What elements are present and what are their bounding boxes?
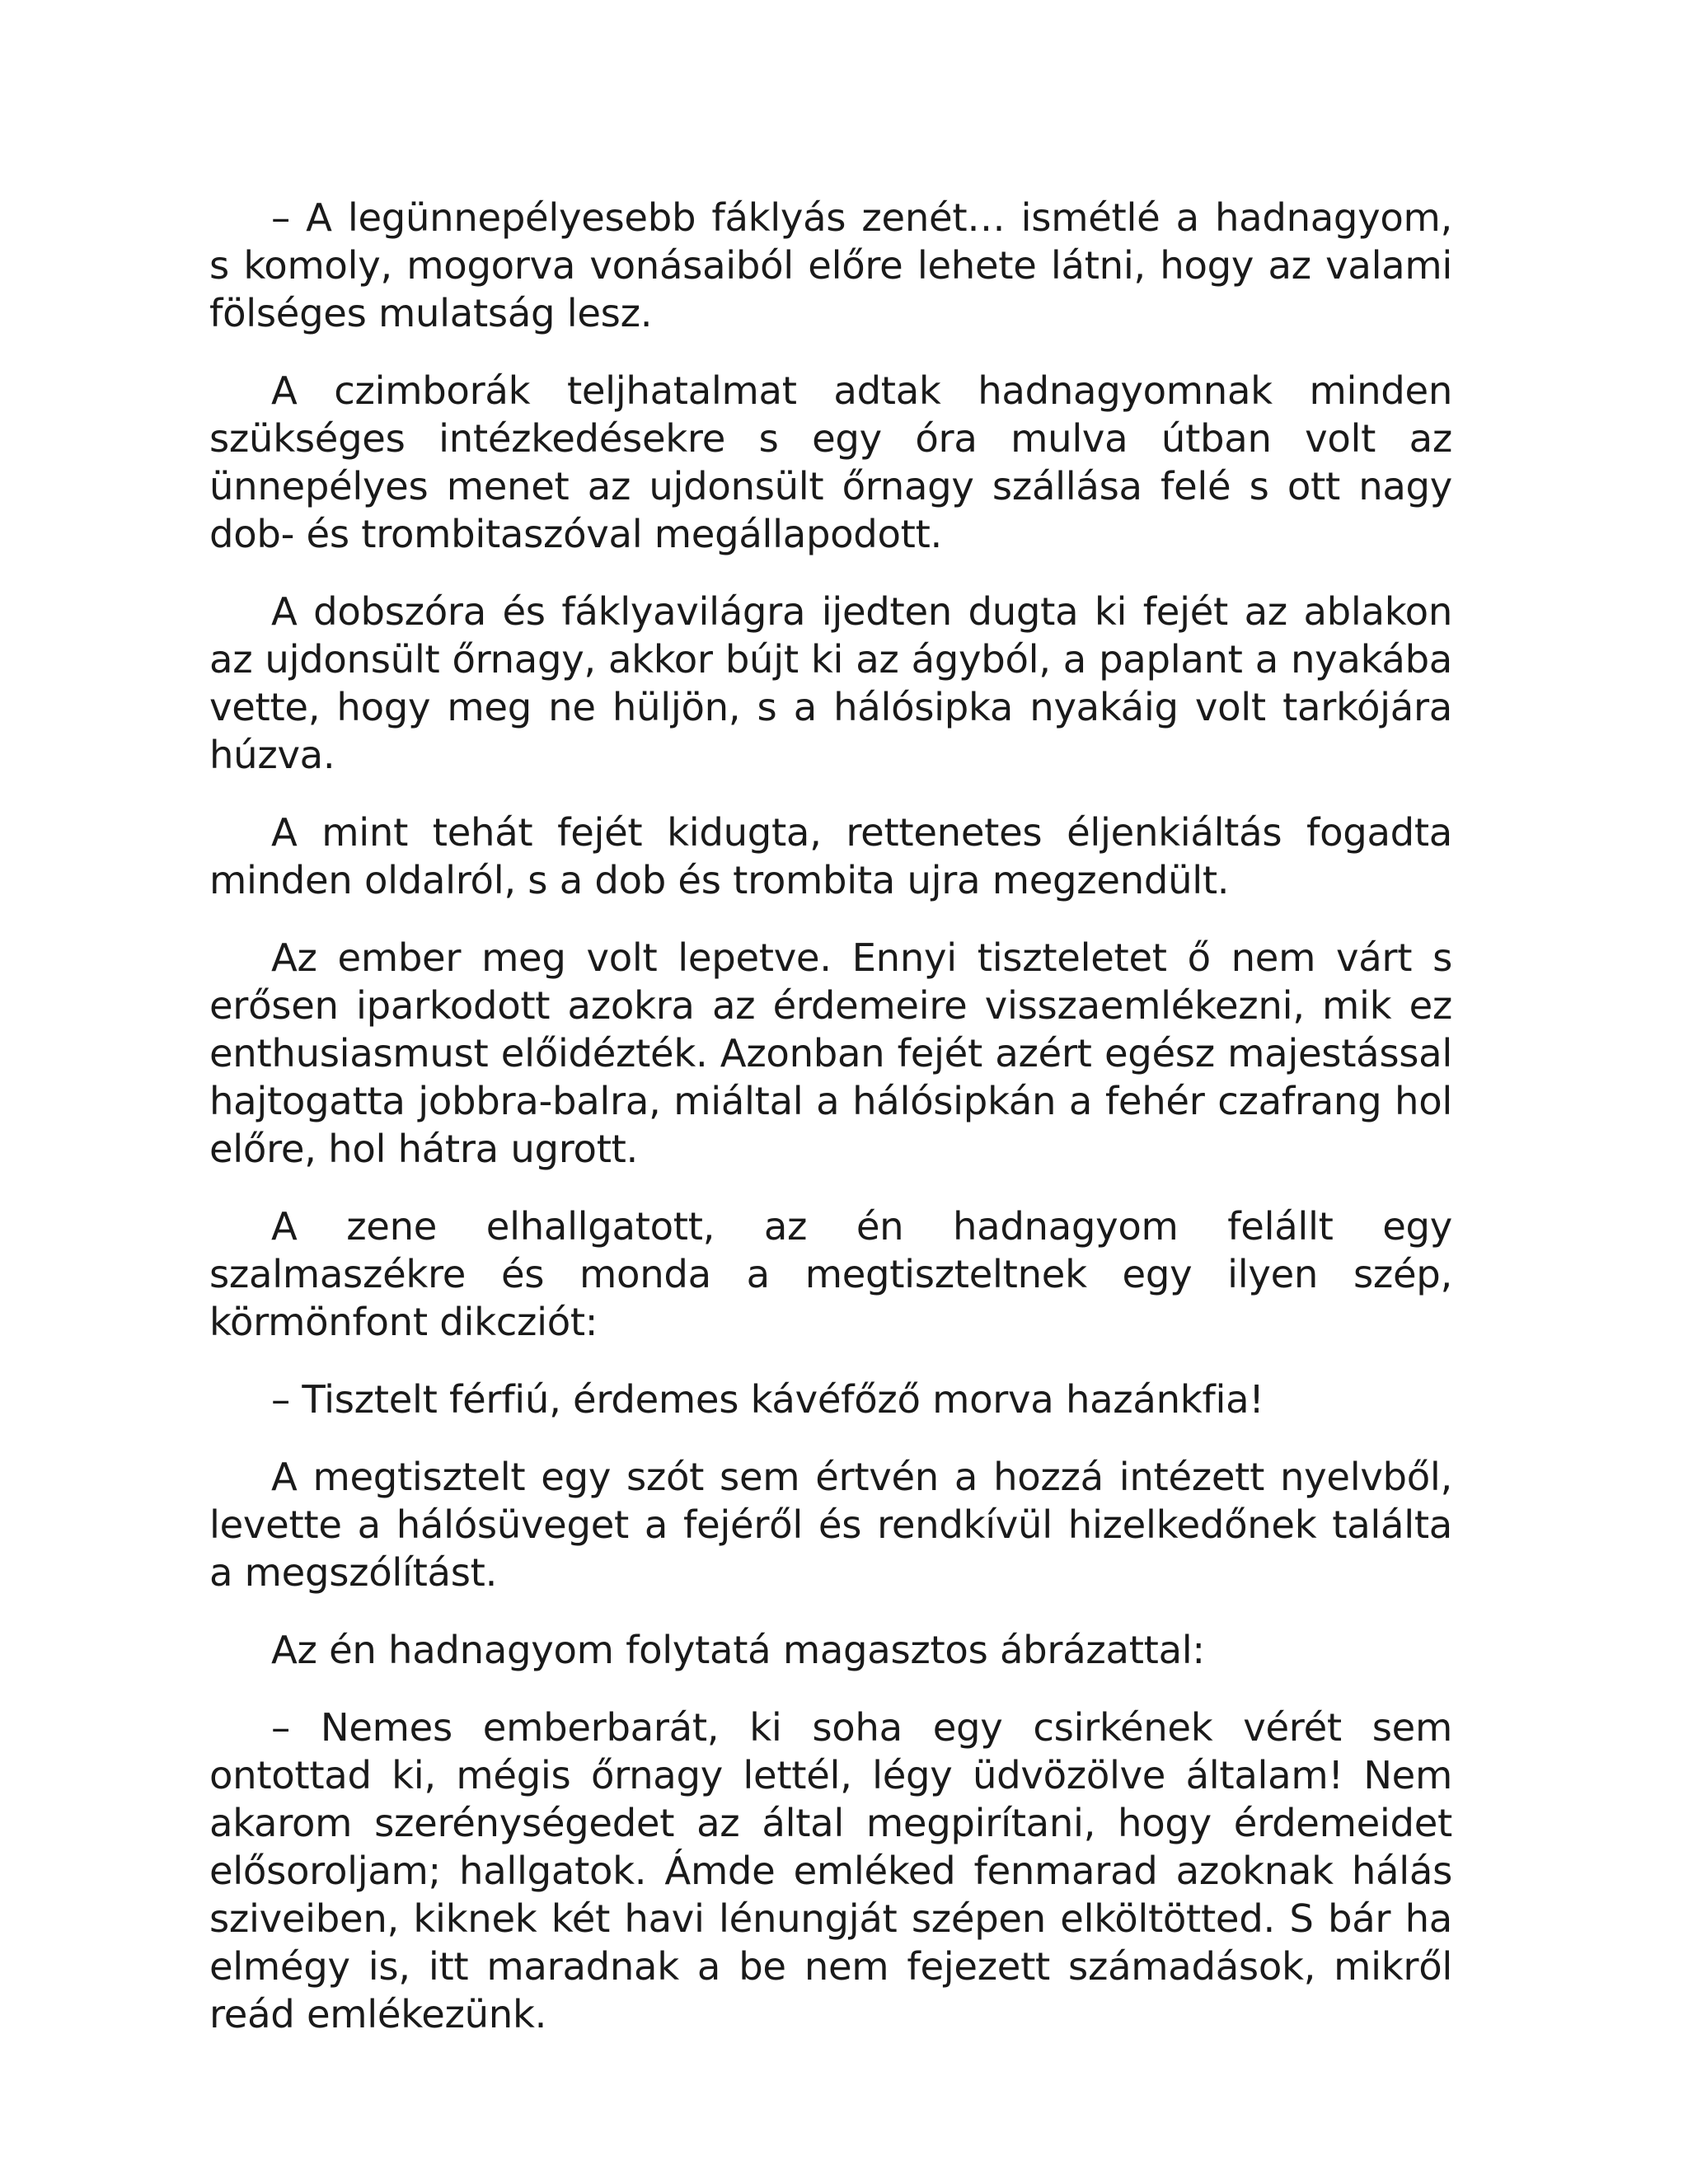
paragraph: – Tisztelt férfiú, érdemes kávéfőző morva hazánkfia!	[271, 1377, 1264, 1422]
paragraph: A zene elhallgatott, az én hadnagyom felállt egy szalmaszékre és monda a megtiszteltnek egy ilyen szép, körmönfont dikcziót:	[209, 1204, 1452, 1344]
document-page	[209, 194, 1452, 2068]
paragraph: A dobszóra és fáklyavilágra ijedten dugta ki fejét az ablakon az ujdonsült őrnagy, akkor bújt ki az ágyból, a paplant a nyakába vette, hogy meg ne hüljön, s a hálósipka nyakáig volt tarkójára húzva.	[209, 589, 1452, 777]
paragraph: A mint tehát fejét kidugta, rettenetes éljenkiáltás fogadta minden oldalról, s a dob és trombita ujra megzendült.	[209, 810, 1452, 902]
paragraph: A czimborák teljhatalmat adtak hadnagyomnak minden szükséges intézkedésekre s egy óra mulva útban volt az ünnepélyes menet az ujdonsült őrnagy szállása felé s ott nagy dob- és trombitaszóval megállapodott.	[209, 368, 1452, 556]
paragraph: Az ember meg volt lepetve. Ennyi tiszteletet ő nem várt s erősen iparkodott azokra az érdemeire visszaemlékezni, mik ez enthusiasmust előidézték. Azonban fejét azért egész majestással hajtogatta jobbra-balra, miáltal a hálósipkán a fehér czafrang hol előre, hol hátra ugrott.	[209, 935, 1452, 1171]
paragraph: – Nemes emberbarát, ki soha egy csirkének vérét sem ontottad ki, mégis őrnagy lettél, légy üdvözölve általam! Nem akarom szerénységedet az által megpirítani, hogy érdemeidet elősoroljam; hallgatok. Ámde emléked fenmarad azoknak hálás sziveiben, kiknek két havi lénungját szépen elköltötted. S bár ha elmégy is, itt maradnak a be nem fejezett számadások, mikről reád emlékezünk.	[209, 1705, 1452, 2036]
paragraph: A megtisztelt egy szót sem értvén a hozzá intézett nyelvből, levette a hálósüveget a fejéről és rendkívül hizelkedőnek találta a megszólítást.	[209, 1455, 1452, 1595]
paragraph: – A legünnepélyesebb fáklyás zenét… ismétlé a hadnagyom, s komoly, mogorva vonásaiból előre lehete látni, hogy az valami fölséges mulatság lesz.	[209, 195, 1452, 335]
paragraph: Az én hadnagyom folytatá magasztos ábrázattal:	[271, 1628, 1205, 1672]
